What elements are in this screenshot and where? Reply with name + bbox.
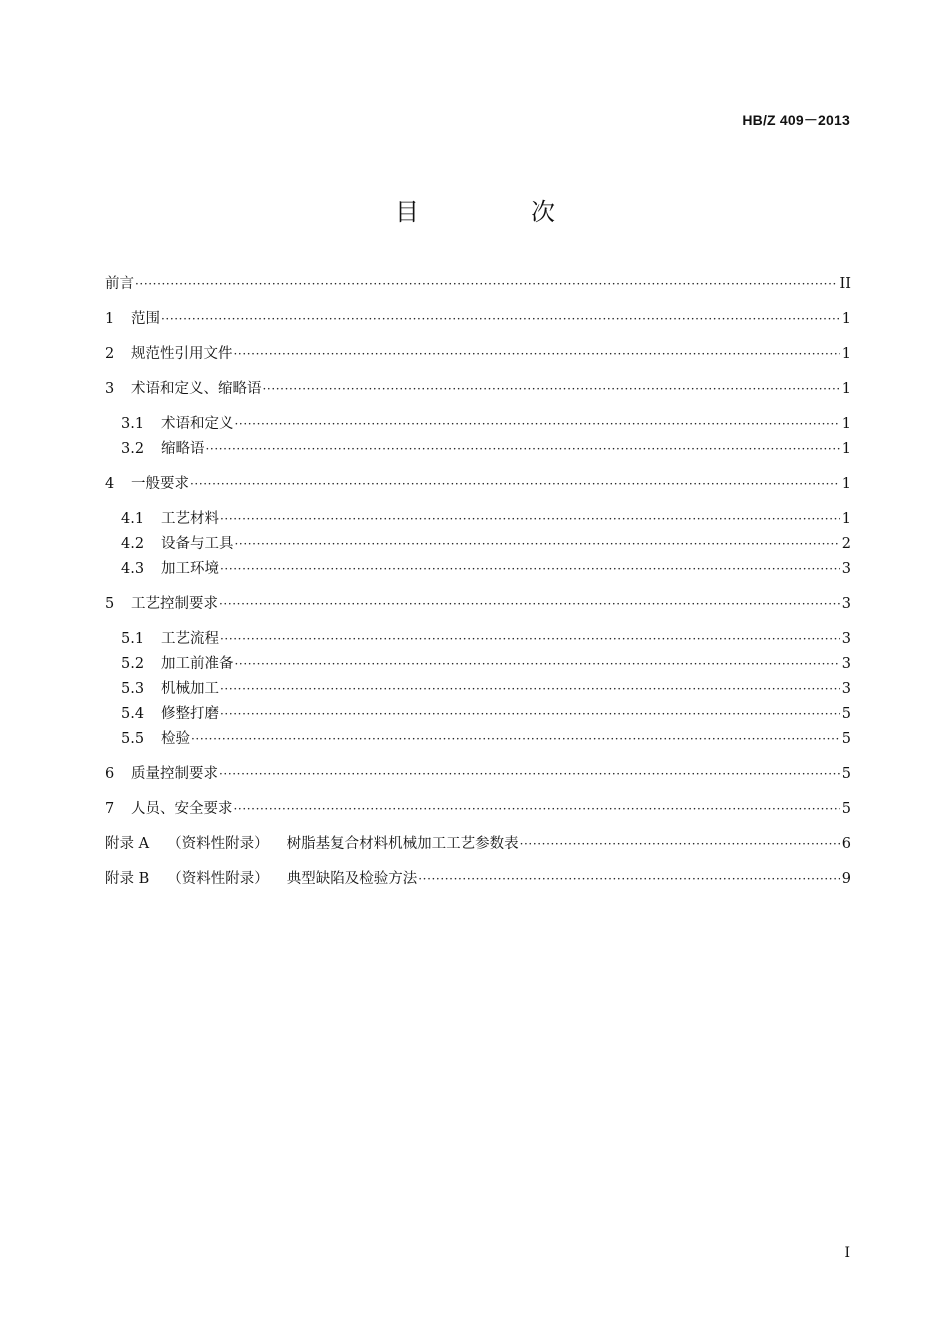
toc-entry-number: 7 — [105, 801, 115, 817]
toc-entry-number: 5.2 — [121, 656, 145, 672]
toc-entry-label: 一般要求 — [131, 476, 189, 492]
toc-entry-4-3[interactable] — [105, 557, 851, 582]
toc-entry-7[interactable] — [105, 797, 851, 822]
toc-entry-6[interactable] — [105, 762, 851, 787]
toc-entry-number: 5.1 — [121, 631, 145, 647]
toc-entry-appendix-a[interactable] — [105, 832, 851, 857]
toc-entry-label: 人员、安全要求 — [131, 801, 233, 817]
toc-entry-number: 4.2 — [121, 536, 145, 552]
standard-code: HB/Z 409－2013 — [742, 112, 850, 128]
toc-entry-page: 1 — [841, 311, 851, 327]
toc-entry-page: 9 — [841, 871, 851, 887]
toc-entry-page: 1 — [841, 381, 851, 397]
toc-entry-label: 加工前准备 — [161, 656, 234, 672]
table-of-contents — [105, 272, 851, 892]
toc-entry-5-1[interactable] — [105, 627, 851, 652]
toc-entry-2[interactable] — [105, 342, 851, 367]
toc-entry-page: 5 — [841, 801, 851, 817]
toc-entry-number: 4.1 — [121, 511, 145, 527]
toc-entry-page: 3 — [841, 656, 851, 672]
toc-entry-page: 1 — [841, 476, 851, 492]
toc-entry-label: 修整打磨 — [161, 706, 219, 722]
toc-entry-4[interactable] — [105, 472, 851, 497]
toc-entry-5-2[interactable] — [105, 652, 851, 677]
toc-entry-appendix-b[interactable] — [105, 867, 851, 892]
toc-entry-page: 5 — [841, 731, 851, 747]
appendix-type-tag: （资料性附录） — [167, 871, 269, 887]
toc-entry-number: 5.3 — [121, 681, 145, 697]
toc-entry-page: 5 — [841, 766, 851, 782]
toc-entry-label: 设备与工具 — [161, 536, 234, 552]
toc-entry-number: 5.4 — [121, 706, 145, 722]
toc-entry-label: 检验 — [161, 731, 190, 747]
toc-entry-label: 典型缺陷及检验方法 — [286, 871, 418, 887]
toc-entry-number: 1 — [105, 311, 115, 327]
toc-entry-foreword[interactable] — [105, 272, 851, 297]
toc-entry-page: 3 — [841, 681, 851, 697]
toc-entry-5[interactable] — [105, 592, 851, 617]
toc-entry-number: 4.3 — [121, 561, 145, 577]
toc-entry-number: 6 — [105, 766, 115, 782]
toc-entry-label: 工艺控制要求 — [131, 596, 218, 612]
toc-entry-page: 1 — [841, 346, 851, 362]
toc-entry-label: 机械加工 — [161, 681, 219, 697]
toc-entry-page: 3 — [841, 596, 851, 612]
toc-entry-number: 3 — [105, 381, 115, 397]
toc-entry-number: 4 — [105, 476, 115, 492]
toc-entry-page: 6 — [841, 836, 851, 852]
appendix-type-tag: （资料性附录） — [167, 836, 269, 852]
toc-entry-page: 3 — [841, 631, 851, 647]
toc-entry-5-3[interactable] — [105, 677, 851, 702]
toc-entry-label: 工艺流程 — [161, 631, 219, 647]
toc-entry-page: 5 — [841, 706, 851, 722]
toc-entry-5-4[interactable] — [105, 702, 851, 727]
toc-entry-number: 3.1 — [121, 416, 145, 432]
toc-entry-4-1[interactable] — [105, 507, 851, 532]
toc-entry-3-2[interactable] — [105, 437, 851, 462]
toc-entry-label: 术语和定义 — [161, 416, 234, 432]
toc-entry-page: 3 — [841, 561, 851, 577]
toc-entry-label: 范围 — [131, 311, 160, 327]
toc-entry-page: 2 — [841, 536, 851, 552]
toc-entry-label: 缩略语 — [161, 441, 205, 457]
toc-entry-number: 附录 A — [105, 836, 150, 852]
toc-entry-label: 加工环境 — [161, 561, 219, 577]
page-number: I — [844, 1245, 850, 1261]
toc-entry-number: 附录 B — [105, 871, 150, 887]
toc-entry-number: 3.2 — [121, 441, 145, 457]
toc-entry-label: 树脂基复合材料机械加工工艺参数表 — [286, 836, 519, 852]
toc-entry-page: II — [839, 276, 851, 292]
toc-entry-3[interactable] — [105, 377, 851, 402]
toc-entry-label: 术语和定义、缩略语 — [131, 381, 262, 397]
toc-entry-4-2[interactable] — [105, 532, 851, 557]
toc-entry-label: 前言 — [105, 276, 134, 292]
toc-entry-label: 质量控制要求 — [131, 766, 218, 782]
toc-entry-number: 2 — [105, 346, 115, 362]
toc-entry-label: 规范性引用文件 — [131, 346, 233, 362]
toc-entry-3-1[interactable] — [105, 412, 851, 437]
toc-entry-page: 1 — [841, 416, 851, 432]
toc-entry-number: 5 — [105, 596, 115, 612]
toc-entry-5-5[interactable] — [105, 727, 851, 752]
toc-entry-1[interactable] — [105, 307, 851, 332]
toc-entry-number: 5.5 — [121, 731, 145, 747]
toc-title: 目 次 — [395, 198, 599, 226]
toc-entry-label: 工艺材料 — [161, 511, 219, 527]
toc-entry-page: 1 — [841, 441, 851, 457]
toc-entry-page: 1 — [841, 511, 851, 527]
